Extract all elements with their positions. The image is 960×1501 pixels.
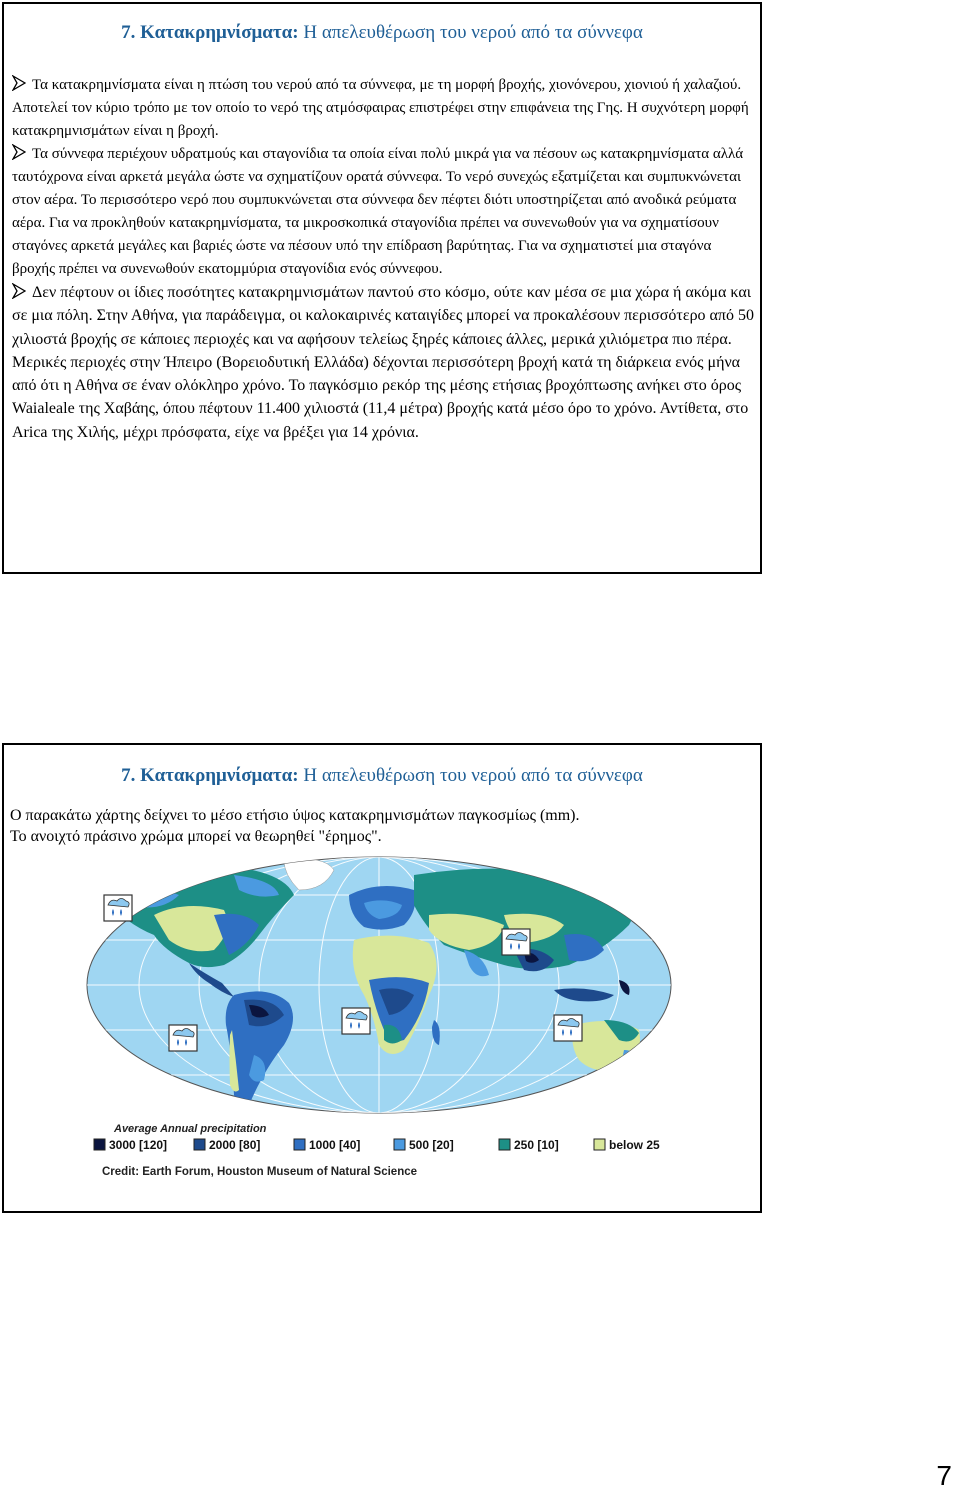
rain-cloud-icon — [554, 1015, 582, 1041]
page-number: 7 — [936, 1460, 952, 1491]
legend-label: below 25 — [609, 1138, 660, 1152]
legend-label: 2000 [80] — [209, 1138, 261, 1152]
slide-1 — [2, 2, 762, 574]
bullet-text: Δεν πέφτουν οι ίδιες ποσότητες κατακρημνισμάτων παντού στο κόσμο, ούτε καν μέσα σε μια χώρα ή ακόμα και σε μια πόλη. Στην Αθήνα, για παράδειγμα, οι καλοκαιρινές καταιγίδες μπορεί να προκαλέσουν περισσότερο από 50 χιλιοστά βροχής σε κάποιες περιοχές και να αφήσουν τελείως ξηρές κάποιες άλλες, μερικά χιλιόμετρα πιο πέρα. Μερικές περιοχές στην Ήπειρο (Βορειοδυτική Ελλάδα) δέχονται περισσότερη βροχή κατά τη διάρκεια ενός μήνα από ότι η Αθήνα σε έναν ολόκληρο χρόνο. Το παγκόσμιο ρεκόρ της μέσης ετήσιας βροχόπτωσης ανήκει στο όρος Waialeale της Χαβάης, όπου πέφτουν 11.400 χιλιοστά (11,4 μέτρα) βροχής κατά μέσο όρο το χρόνο. Αντίθετα, στο Arica της Χιλής, μέχρι πρόσφατα, είχε να βρέξει για 14 χρόνια. — [12, 284, 755, 441]
legend-title: Average Annual precipitation — [114, 1123, 267, 1135]
bullet-item — [12, 143, 754, 281]
slide-title — [4, 22, 760, 44]
legend-label: 3000 [120] — [109, 1138, 168, 1152]
intro-line: Ο παρακάτω χάρτης δείχνει το μέσο ετήσιο ύψος κατακρημνισμάτων παγκοσμίως (mm). — [10, 807, 580, 824]
arrow-bullet-icon — [12, 283, 26, 299]
legend-swatch — [94, 1139, 105, 1150]
rain-cloud-icon — [169, 1025, 197, 1051]
legend-swatch — [394, 1139, 405, 1150]
bullet-item — [12, 281, 754, 444]
bullet-item — [12, 74, 754, 143]
title-sub: Η απελευθέρωση του νερού από τα σύννεφα — [298, 765, 643, 786]
legend-swatch — [499, 1139, 510, 1150]
rain-cloud-icon — [342, 1008, 370, 1034]
title-sub: Η απελευθέρωση του νερού από τα σύννεφα — [298, 22, 643, 43]
bullet-list — [12, 74, 754, 444]
precipitation-world-map — [84, 855, 674, 1197]
legend-label: 1000 [40] — [309, 1138, 361, 1152]
legend-label: 500 [20] — [409, 1138, 454, 1152]
legend-label: 250 [10] — [514, 1138, 559, 1152]
map-legend — [94, 1123, 660, 1178]
slide-2 — [2, 743, 762, 1213]
legend-swatch — [294, 1139, 305, 1150]
slide-title — [4, 765, 760, 787]
arrow-bullet-icon — [12, 144, 26, 160]
legend-swatch — [194, 1139, 205, 1150]
title-main: 7. Κατακρημνίσματα: — [121, 22, 299, 43]
arrow-bullet-icon — [12, 75, 26, 91]
rain-cloud-icon — [104, 895, 132, 921]
title-main: 7. Κατακρημνίσματα: — [121, 765, 299, 786]
bullet-text: Τα κατακρημνίσματα είναι η πτώση του νερού από τα σύννεφα, με τη μορφή βροχής, χιονόνερου, χιονιού ή χαλαζιού. Αποτελεί τον κύριο τρόπο με τον οποίο το νερό της ατμόσφαιρας επιστρέφει στην επιφάνεια της Γης. Η συχνότερη μορφή κατακρημνισμάτων είναι η βροχή. — [12, 77, 749, 139]
rain-cloud-icon — [502, 929, 530, 955]
map-intro — [10, 805, 754, 847]
legend-swatch — [594, 1139, 605, 1150]
bullet-text: Τα σύννεφα περιέχουν υδρατμούς και σταγονίδια τα οποία είναι πολύ μικρά για να πέσουν ως κατακρημνίσματα αλλά ταυτόχρονα είναι αρκετά μεγάλα ώστε να σχηματίζουν ορατά σύννεφα. Το νερό συνεχώς εξατμίζεται και συμπυκνώνεται στον αέρα. Το περισσότερο νερό που συμπυκνώνεται στα σύννεφα δεν πέφτει διότι υποστηρίζεται από ανοδικά ρεύματα αέρα. Για να προκληθούν κατακρημνίσματα, τα μικροσκοπικά σταγονίδια πρέπει να συνενωθούν για να σχηματίσουν σταγόνες αρκετά μεγάλες και βαριές ώστε να πέσουν υπό την επίδραση βαρύτητας. Για να σχηματιστεί μια σταγόνα βροχής πρέπει να συνενωθούν εκατομμύρια σταγονίδια ενός σύννεφου. — [12, 146, 744, 277]
intro-line: Το ανοιχτό πράσινο χρώμα μπορεί να θεωρηθεί "έρημος". — [10, 828, 382, 845]
map-credit: Credit: Earth Forum, Houston Museum of Natural Science — [102, 1166, 418, 1178]
